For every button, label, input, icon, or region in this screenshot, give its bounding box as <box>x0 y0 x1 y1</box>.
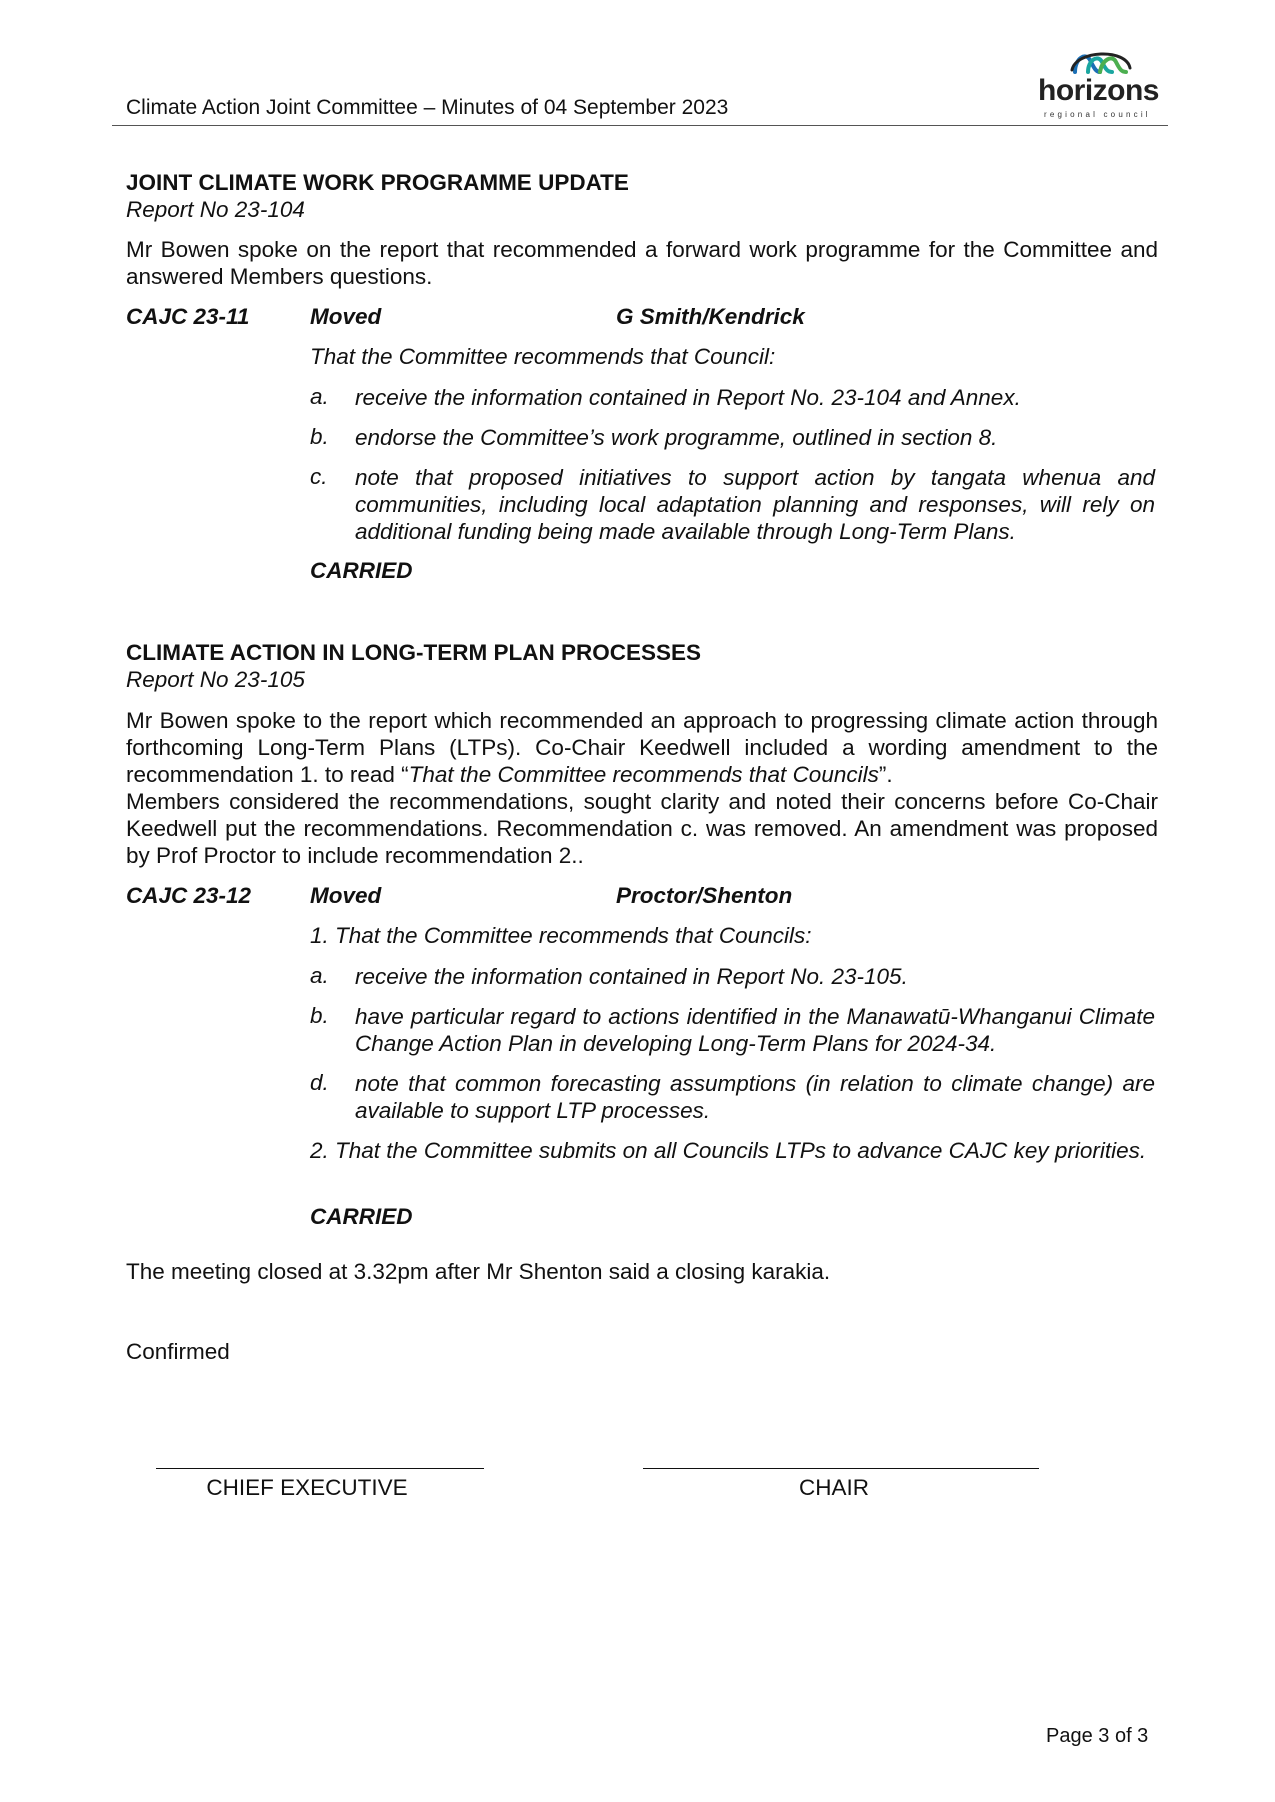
horizons-logo <box>1030 46 1170 122</box>
closing-statement: The meeting closed at 3.32pm after Mr Shenton said a closing karakia. <box>126 1259 831 1284</box>
section1-intro: Mr Bowen spoke on the report that recommended a forward work programme for the Committee and answered Members questions. <box>126 237 1158 289</box>
section2-intro-quote: That the Committee recommends that Councils <box>408 762 879 787</box>
section2-title: CLIMATE ACTION IN LONG-TERM PLAN PROCESSES <box>126 640 702 665</box>
section2-moved-label: Moved <box>310 883 382 908</box>
section1-carried: CARRIED <box>310 558 413 583</box>
section1-item <box>310 464 1155 548</box>
item-label: b. <box>310 424 329 449</box>
header-rule <box>112 125 1168 126</box>
section2-recommendation-2: 2. That the Committee submits on all Councils LTPs to advance CAJC key priorities. <box>310 1138 1147 1163</box>
section1-preamble: That the Committee recommends that Council: <box>310 344 776 369</box>
section1-report-number: Report No 23-104 <box>126 197 305 222</box>
signature-label-chair: CHAIR <box>798 1475 869 1500</box>
signature-line-chief-executive <box>156 1468 484 1469</box>
item-label: b. <box>310 1003 329 1028</box>
item-text: note that proposed initiatives to support action by tangata whenua and communities, including local adaptation planning and responses, will rely on additional funding being made available through Long-Term Plans. <box>355 465 1155 544</box>
item-text: endorse the Committee’s work programme, outlined in section 8. <box>355 425 998 450</box>
section2-resolution-id: CAJC 23-12 <box>126 883 252 908</box>
section1-item <box>310 424 1155 454</box>
item-text: receive the information contained in Report No. 23-104 and Annex. <box>355 385 1021 410</box>
section2-intro-text: Mr Bowen spoke to the report which recommended an approach to progressing climate action through forthcoming Long-Term Plans (LTPs). Co-Chair Keedwell included a wording amendment to the recommendation 1. to read “ <box>126 708 1158 787</box>
logo-subtitle: regional council <box>1044 110 1151 119</box>
section2-report-number: Report No 23-105 <box>126 667 305 692</box>
item-label: a. <box>310 384 329 409</box>
confirmed-label: Confirmed <box>126 1339 230 1364</box>
section2-carried: CARRIED <box>310 1204 413 1229</box>
signature-line-chair <box>643 1468 1039 1469</box>
header-title: Climate Action Joint Committee – Minutes of 04 September 2023 <box>126 96 729 119</box>
item-label: c. <box>310 464 328 489</box>
item-text: have particular regard to actions identified in the Manawatū-Whanganui Climate Change Action Plan in developing Long-Term Plans for 2024-34. <box>355 1004 1155 1056</box>
item-text: note that common forecasting assumptions (in relation to climate change) are available to support LTP processes. <box>355 1071 1155 1123</box>
section2-item <box>310 1003 1155 1059</box>
item-label: d. <box>310 1070 329 1095</box>
section2-intro <box>126 707 1158 788</box>
section1-item <box>310 384 1155 414</box>
item-label: a. <box>310 963 329 988</box>
section2-movers: Proctor/Shenton <box>616 883 793 908</box>
section2-item <box>310 1070 1155 1126</box>
logo-wordmark: horizons <box>1038 74 1159 107</box>
section2-item <box>310 963 1155 993</box>
signature-label-chief-executive: CHIEF EXECUTIVE <box>206 1475 408 1500</box>
section2-preamble: 1. That the Committee recommends that Councils: <box>310 923 812 948</box>
section1-moved-label: Moved <box>310 304 382 329</box>
section2-intro2: Members considered the recommendations, sought clarity and noted their concerns before Co-Chair Keedwell put the recommendations. Recommendation c. was removed. An amendment was proposed by Prof Proctor to include recommendation 2.. <box>126 789 1158 868</box>
page-number: Page 3 of 3 <box>1046 1725 1149 1747</box>
section1-resolution-id: CAJC 23-11 <box>126 304 250 329</box>
section2-intro-end: ”. <box>878 762 893 787</box>
section1-title: JOINT CLIMATE WORK PROGRAMME UPDATE <box>126 170 629 195</box>
section1-movers: G Smith/Kendrick <box>616 304 805 329</box>
item-text: receive the information contained in Report No. 23-105. <box>355 964 908 989</box>
